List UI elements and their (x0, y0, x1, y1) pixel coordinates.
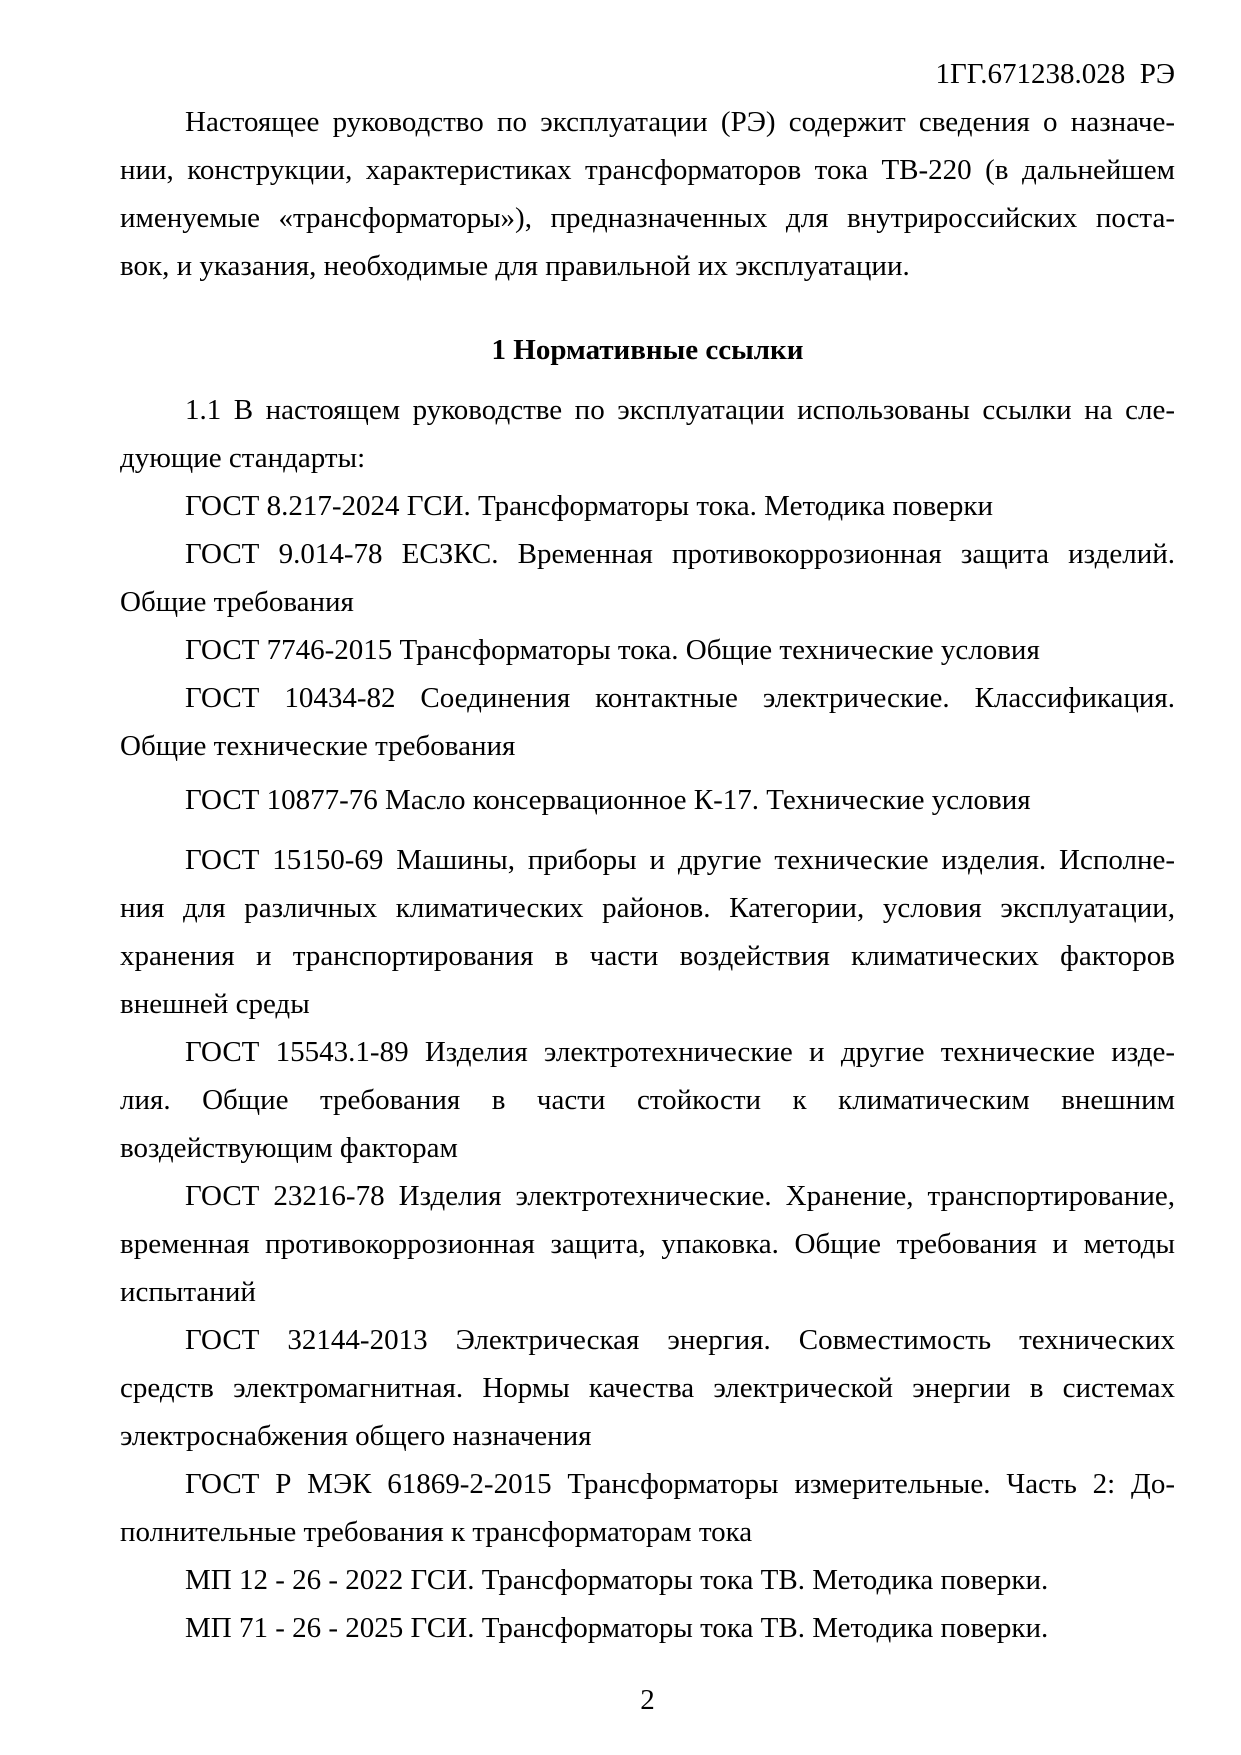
page-number: 2 (640, 1684, 655, 1716)
document-blocks (120, 98, 1175, 1652)
standard-entry (120, 1556, 1175, 1604)
text-line: хранения и транспортирования в части воздействия климатических факторов (120, 940, 1175, 972)
standard-entry (120, 1172, 1175, 1316)
text-line: внешней среды (120, 988, 310, 1020)
text-line: ГОСТ 10434-82 Соединения контактные электрические. Классификация. (185, 682, 1175, 714)
standard-entry (120, 626, 1175, 674)
text-line: вок, и указания, необходимые для правильной их эксплуатации. (120, 250, 910, 282)
standard-entry (120, 674, 1175, 770)
standard-entry (120, 1316, 1175, 1460)
text-line: МП 71 - 26 - 2025 ГСИ. Трансформаторы тока ТВ. Методика поверки. (185, 1612, 1049, 1644)
text-line: временная противокоррозионная защита, упаковка. Общие требования и методы (120, 1228, 1175, 1260)
text-line: нии, конструкции, характеристиках трансформаторов тока ТВ-220 (в дальнейшем (120, 154, 1175, 186)
text-line: ГОСТ 23216-78 Изделия электротехнические. Хранение, транспортирование, (185, 1180, 1175, 1212)
text-line: полнительные требования к трансформаторам тока (120, 1516, 753, 1548)
standard-entry (120, 1028, 1175, 1172)
text-line: именуемые «трансформаторы»), предназначенных для внутрироссийских поста- (120, 202, 1175, 234)
intro-paragraph (120, 98, 1175, 290)
text-line: Общие требования (120, 586, 354, 618)
text-line: ГОСТ 9.014-78 ЕСЗКС. Временная противокоррозионная защита изделий. (185, 538, 1175, 570)
standard-entry (120, 1460, 1175, 1556)
text-line: испытаний (120, 1276, 256, 1308)
clause-1-1-paragraph (120, 386, 1175, 482)
text-line: Общие технические требования (120, 730, 516, 762)
text-line: ГОСТ Р МЭК 61869-2-2015 Трансформаторы измерительные. Часть 2: До- (185, 1468, 1175, 1500)
text-line: ГОСТ 15150-69 Машины, приборы и другие технические изделия. Исполне- (185, 844, 1175, 876)
standard-entry (120, 836, 1175, 1028)
text-line: ГОСТ 15543.1-89 Изделия электротехнические и другие технические изде- (185, 1036, 1175, 1068)
text-line: ния для различных климатических районов. Категории, условия эксплуатации, (120, 892, 1175, 924)
document-number: 1ГГ.671238.028 РЭ (935, 58, 1175, 90)
text-line: ГОСТ 10877-76 Масло консервационное К-17. Технические условия (185, 784, 1031, 816)
text-line: лия. Общие требования в части стойкости к климатическим внешним (120, 1084, 1175, 1116)
text-line: воздействующим факторам (120, 1132, 458, 1164)
standard-entry (120, 1604, 1175, 1652)
text-line: средств электромагнитная. Нормы качества электрической энергии в системах (120, 1372, 1175, 1404)
text-line: электроснабжения общего назначения (120, 1420, 592, 1452)
standard-entry (120, 776, 1175, 824)
text-line: дующие стандарты: (120, 442, 366, 474)
text-line: ГОСТ 8.217-2024 ГСИ. Трансформаторы тока. Методика поверки (185, 490, 993, 522)
text-line: Настоящее руководство по эксплуатации (РЭ) содержит сведения о назначе- (185, 106, 1175, 138)
standard-entry (120, 530, 1175, 626)
section-heading: 1 Нормативные ссылки (491, 334, 804, 366)
text-line: ГОСТ 32144-2013 Электрическая энергия. Совместимость технических (185, 1324, 1175, 1356)
standard-entry (120, 482, 1175, 530)
text-line: 1.1 В настоящем руководстве по эксплуатации использованы ссылки на сле- (185, 394, 1175, 426)
text-line: ГОСТ 7746-2015 Трансформаторы тока. Общие технические условия (185, 634, 1040, 666)
text-line: МП 12 - 26 - 2022 ГСИ. Трансформаторы тока ТВ. Методика поверки. (185, 1564, 1049, 1596)
